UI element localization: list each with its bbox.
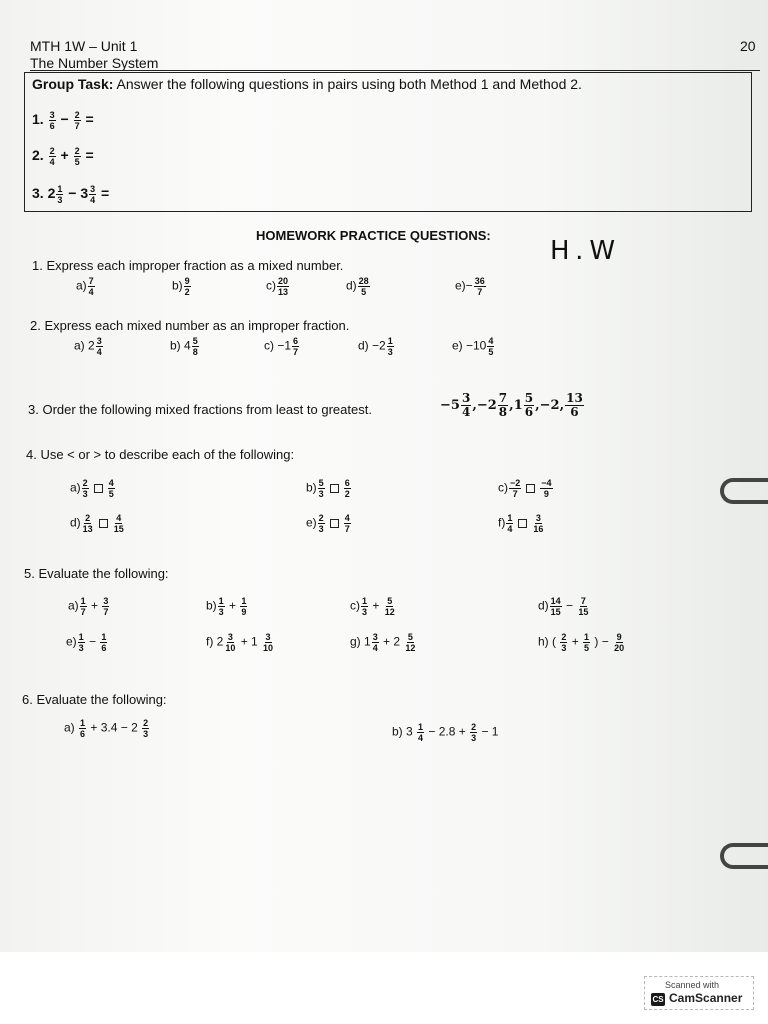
operator: − 2.8 +	[425, 724, 470, 739]
fraction	[532, 513, 544, 534]
item-label: a)	[76, 278, 87, 293]
operator: −	[85, 634, 100, 649]
numerator: 2	[85, 513, 91, 523]
camscanner-name: CamScanner	[669, 991, 743, 1005]
question-5-item	[350, 632, 417, 653]
whole-number: −2	[476, 398, 497, 413]
denominator: 3	[561, 643, 567, 653]
operator: −	[64, 185, 81, 202]
denominator: 3	[318, 524, 324, 534]
item-label: e)	[66, 634, 77, 649]
numerator: 20	[278, 276, 289, 286]
fraction	[80, 596, 87, 617]
denominator: 9	[543, 489, 549, 499]
denominator: 13	[82, 524, 93, 534]
separator: ,	[559, 398, 565, 413]
operator: (	[548, 634, 560, 649]
operator: + 3.4 − 2	[87, 720, 142, 735]
operator: =	[81, 111, 94, 128]
numerator: 3	[90, 184, 96, 194]
denominator: 3	[82, 489, 88, 499]
question-4-item	[306, 513, 352, 534]
operator: + 1	[237, 634, 262, 649]
numerator: 1	[218, 596, 224, 606]
denominator: 4	[418, 733, 424, 743]
question-4-item	[70, 513, 126, 534]
denominator: 2	[184, 287, 190, 297]
denominator: 9	[241, 607, 247, 617]
question-5-item	[68, 596, 110, 617]
whole-number: 3	[80, 185, 89, 202]
fraction	[524, 392, 534, 419]
numerator: 4	[344, 513, 350, 523]
fraction	[461, 392, 471, 419]
denominator: 5	[584, 643, 590, 653]
item-label: a)	[64, 720, 79, 735]
fraction	[100, 632, 107, 653]
fraction	[417, 722, 424, 743]
numerator: 4	[488, 336, 494, 346]
question-1-item	[455, 276, 487, 297]
question-5-item	[206, 632, 275, 653]
denominator: 7	[74, 121, 80, 131]
question-1-item	[266, 276, 290, 297]
denominator: 7	[293, 347, 299, 357]
fraction	[49, 110, 56, 131]
numerator: 2	[561, 632, 567, 642]
numerator: 1	[80, 718, 86, 728]
item-number: 3.	[32, 185, 48, 202]
numerator: 1	[241, 596, 247, 606]
denominator: 12	[384, 607, 395, 617]
denominator: 4	[90, 195, 96, 205]
denominator: 7	[80, 607, 86, 617]
denominator: 7	[344, 524, 350, 534]
numerator: 7	[580, 596, 586, 606]
fraction	[506, 513, 513, 534]
numerator: 1	[418, 722, 424, 732]
fraction	[88, 276, 95, 297]
question-6-text: 6. Evaluate the following:	[22, 692, 167, 707]
whole-number: 1	[513, 398, 523, 413]
fraction	[78, 632, 85, 653]
question-4-item	[70, 478, 116, 499]
numerator: 2	[471, 722, 477, 732]
fraction	[113, 513, 125, 534]
question-1-item	[76, 276, 96, 297]
item-label: e)	[306, 515, 317, 530]
fraction	[74, 146, 81, 167]
numerator: 1	[584, 632, 590, 642]
operator: − 1	[478, 724, 499, 739]
fraction	[344, 478, 351, 499]
binder-ring-top	[720, 478, 768, 504]
operator: ) −	[591, 634, 613, 649]
question-2-item	[452, 336, 495, 357]
numerator: 2	[143, 718, 149, 728]
numerator: 1	[362, 596, 368, 606]
denominator: 12	[405, 643, 416, 653]
fraction	[108, 478, 115, 499]
fraction	[498, 392, 508, 419]
item-label: e)−	[455, 278, 473, 293]
fraction	[470, 722, 477, 743]
item-label: g) 1	[350, 634, 371, 649]
group-task-item	[32, 146, 94, 167]
question-2-item	[74, 336, 104, 357]
item-label: c) −1	[264, 338, 292, 353]
question-2-text: 2. Express each mixed number as an improper fraction.	[30, 318, 350, 333]
item-label: b) 4	[170, 338, 191, 353]
fraction	[224, 632, 236, 653]
operator: −	[56, 111, 73, 128]
fraction	[318, 478, 325, 499]
denominator: 3	[387, 347, 393, 357]
fraction	[560, 632, 567, 653]
question-2-item	[264, 336, 300, 357]
question-2-item	[358, 336, 395, 357]
group-task-item	[32, 110, 94, 131]
numerator: 28	[358, 276, 369, 286]
numerator: 5	[318, 478, 324, 488]
numerator: 9	[184, 276, 190, 286]
comparison-box	[526, 484, 535, 493]
denominator: 4	[49, 157, 55, 167]
item-label: b)	[172, 278, 183, 293]
question-5-item	[350, 596, 397, 617]
item-label: h)	[538, 634, 549, 649]
question-4-text: 4. Use < or > to describe each of the following:	[26, 447, 295, 462]
group-task-label: Group Task:	[32, 76, 114, 92]
comparison-box	[94, 484, 103, 493]
numerator: 14	[550, 596, 561, 606]
denominator: 6	[570, 405, 579, 419]
operator: −	[562, 598, 577, 613]
group-task-heading	[32, 76, 582, 92]
fraction	[102, 596, 109, 617]
scanned-with-text: Scanned with	[665, 980, 720, 990]
numerator: 5	[192, 336, 198, 346]
denominator: 3	[218, 607, 224, 617]
fraction	[384, 596, 396, 617]
fraction	[372, 632, 379, 653]
operator: +	[225, 598, 240, 613]
numerator: 3	[227, 632, 233, 642]
denominator: 7	[103, 607, 109, 617]
numerator: 3	[103, 596, 109, 606]
numerator: 6	[344, 478, 350, 488]
numerator: 7	[88, 276, 94, 286]
group-task-instruction: Answer the following questions in pairs using both Method 1 and Method 2.	[116, 76, 582, 92]
denominator: 4	[88, 287, 94, 297]
whole-number: −2	[539, 398, 560, 413]
fraction	[550, 596, 562, 617]
separator: ,	[509, 398, 514, 413]
denominator: 7	[512, 489, 518, 499]
group-task-box	[24, 72, 752, 212]
item-label: a) 2	[74, 338, 95, 353]
denominator: 6	[49, 121, 55, 131]
numerator: 3	[372, 632, 378, 642]
numerator: 3	[535, 513, 541, 523]
fraction	[318, 513, 325, 534]
numerator: 7	[498, 391, 508, 405]
item-label: d)	[538, 598, 549, 613]
denominator: 15	[550, 607, 561, 617]
item-label: d) −2	[358, 338, 386, 353]
numerator: 5	[524, 391, 534, 405]
item-number: 1.	[32, 111, 48, 128]
question-5-item	[206, 596, 248, 617]
numerator: 1	[507, 513, 513, 523]
fraction	[277, 276, 289, 297]
operator: =	[81, 147, 94, 164]
fraction	[577, 596, 589, 617]
denominator: 4	[372, 643, 378, 653]
denominator: 4	[507, 524, 513, 534]
item-label: d)	[70, 515, 81, 530]
fraction	[89, 184, 96, 205]
numerator: 13	[566, 391, 583, 405]
question-1-item	[346, 276, 371, 297]
denominator: 3	[143, 729, 149, 739]
comparison-box	[518, 519, 527, 528]
numerator: 36	[474, 276, 485, 286]
fraction	[49, 146, 56, 167]
denominator: 3	[57, 195, 63, 205]
numerator: 1	[80, 596, 86, 606]
fraction	[404, 632, 416, 653]
denominator: 16	[533, 524, 544, 534]
fraction	[74, 110, 81, 131]
fraction	[509, 478, 521, 499]
homework-title: HOMEWORK PRACTICE QUESTIONS:	[256, 228, 491, 243]
fraction	[142, 718, 149, 739]
question-1-text: 1. Express each improper fraction as a mixed number.	[32, 258, 344, 273]
denominator: 3	[471, 733, 477, 743]
question-5-text: 5. Evaluate the following:	[24, 566, 169, 581]
denominator: 20	[614, 643, 625, 653]
fraction	[292, 336, 299, 357]
operator: + 2	[379, 634, 404, 649]
item-label: c)	[266, 278, 276, 293]
operator: +	[369, 598, 383, 613]
denominator: 4	[96, 347, 102, 357]
unit-title: The Number System	[30, 55, 159, 71]
numerator: 3	[265, 632, 271, 642]
denominator: 6	[80, 729, 86, 739]
fraction	[218, 596, 225, 617]
question-6-item	[64, 718, 150, 739]
item-label: e) −10	[452, 338, 487, 353]
denominator: 5	[361, 287, 367, 297]
numerator: 5	[387, 596, 393, 606]
numerator: 2	[318, 513, 324, 523]
numerator: 6	[293, 336, 299, 346]
denominator: 3	[78, 643, 84, 653]
question-4-item	[306, 478, 352, 499]
comparison-box	[330, 484, 339, 493]
fraction	[56, 184, 63, 205]
fraction	[565, 392, 584, 419]
question-5-item	[538, 596, 590, 617]
item-label: f) 2	[206, 634, 224, 649]
item-label: b)	[306, 480, 317, 495]
fraction	[361, 596, 368, 617]
numerator: 3	[96, 336, 102, 346]
question-3-text: 3. Order the following mixed fractions from least to greatest.	[28, 402, 372, 417]
denominator: 15	[113, 524, 124, 534]
numerator: 9	[616, 632, 622, 642]
question-5-item	[538, 632, 626, 653]
denominator: 8	[498, 405, 508, 419]
operator: 3	[406, 724, 417, 739]
item-number: 2.	[32, 147, 48, 164]
fraction	[613, 632, 625, 653]
item-label: c)	[498, 480, 508, 495]
operator: =	[97, 185, 110, 202]
comparison-box	[330, 519, 339, 528]
fraction	[344, 513, 351, 534]
numerator: 1	[57, 184, 63, 194]
question-3-values	[440, 392, 585, 419]
denominator: 3	[362, 607, 368, 617]
denominator: 8	[192, 347, 198, 357]
numerator: −4	[541, 478, 552, 488]
numerator: 3	[49, 110, 55, 120]
numerator: 4	[116, 513, 122, 523]
fraction	[262, 632, 274, 653]
item-label: a)	[68, 598, 79, 613]
denominator: 6	[524, 405, 534, 419]
operator: +	[56, 147, 73, 164]
numerator: 1	[101, 632, 107, 642]
fraction	[474, 276, 486, 297]
item-label: f)	[498, 515, 506, 530]
course-title: MTH 1W – Unit 1	[30, 38, 138, 54]
denominator: 13	[278, 287, 289, 297]
comparison-box	[99, 519, 108, 528]
item-label: b)	[392, 724, 407, 739]
denominator: 5	[108, 489, 114, 499]
denominator: 6	[101, 643, 107, 653]
item-label: b)	[206, 598, 217, 613]
numerator: 2	[82, 478, 88, 488]
numerator: 2	[74, 146, 80, 156]
camscanner-stamp	[644, 976, 754, 1010]
question-1-item	[172, 276, 192, 297]
fraction	[387, 336, 394, 357]
question-2-item	[170, 336, 200, 357]
fraction	[540, 478, 552, 499]
fraction	[82, 478, 89, 499]
fraction	[240, 596, 247, 617]
operator: +	[87, 598, 102, 613]
fraction	[79, 718, 86, 739]
camscanner-logo-icon: CS	[652, 995, 664, 1004]
header-rule	[30, 70, 760, 71]
group-task-item	[32, 184, 109, 205]
numerator: 4	[108, 478, 114, 488]
handwritten-note: H.W	[550, 236, 622, 266]
question-4-item	[498, 478, 554, 499]
fraction	[184, 276, 191, 297]
numerator: 5	[407, 632, 413, 642]
numerator: −2	[510, 478, 521, 488]
item-label: a)	[70, 480, 81, 495]
denominator: 3	[318, 489, 324, 499]
numerator: 1	[78, 632, 84, 642]
item-label: c)	[350, 598, 360, 613]
binder-ring-bottom	[720, 843, 768, 869]
numerator: 1	[387, 336, 393, 346]
item-label: d)	[346, 278, 357, 293]
denominator: 5	[74, 157, 80, 167]
whole-number: −5	[440, 398, 460, 413]
numerator: 2	[49, 146, 55, 156]
page-corner-number: 20	[740, 38, 756, 54]
question-6-item	[392, 722, 498, 743]
fraction	[96, 336, 103, 357]
fraction	[82, 513, 94, 534]
question-5-item	[66, 632, 108, 653]
denominator: 15	[578, 607, 589, 617]
denominator: 10	[263, 643, 274, 653]
numerator: 3	[461, 391, 471, 405]
question-4-item	[498, 513, 545, 534]
denominator: 5	[488, 347, 494, 357]
operator: +	[568, 634, 583, 649]
denominator: 7	[477, 287, 483, 297]
denominator: 10	[225, 643, 236, 653]
separator: ,	[535, 398, 540, 413]
fraction	[583, 632, 590, 653]
denominator: 2	[344, 489, 350, 499]
fraction	[192, 336, 199, 357]
fraction	[487, 336, 494, 357]
denominator: 4	[461, 405, 471, 419]
fraction	[358, 276, 370, 297]
separator: ,	[472, 398, 477, 413]
numerator: 2	[74, 110, 80, 120]
whole-number: 2	[47, 185, 56, 202]
